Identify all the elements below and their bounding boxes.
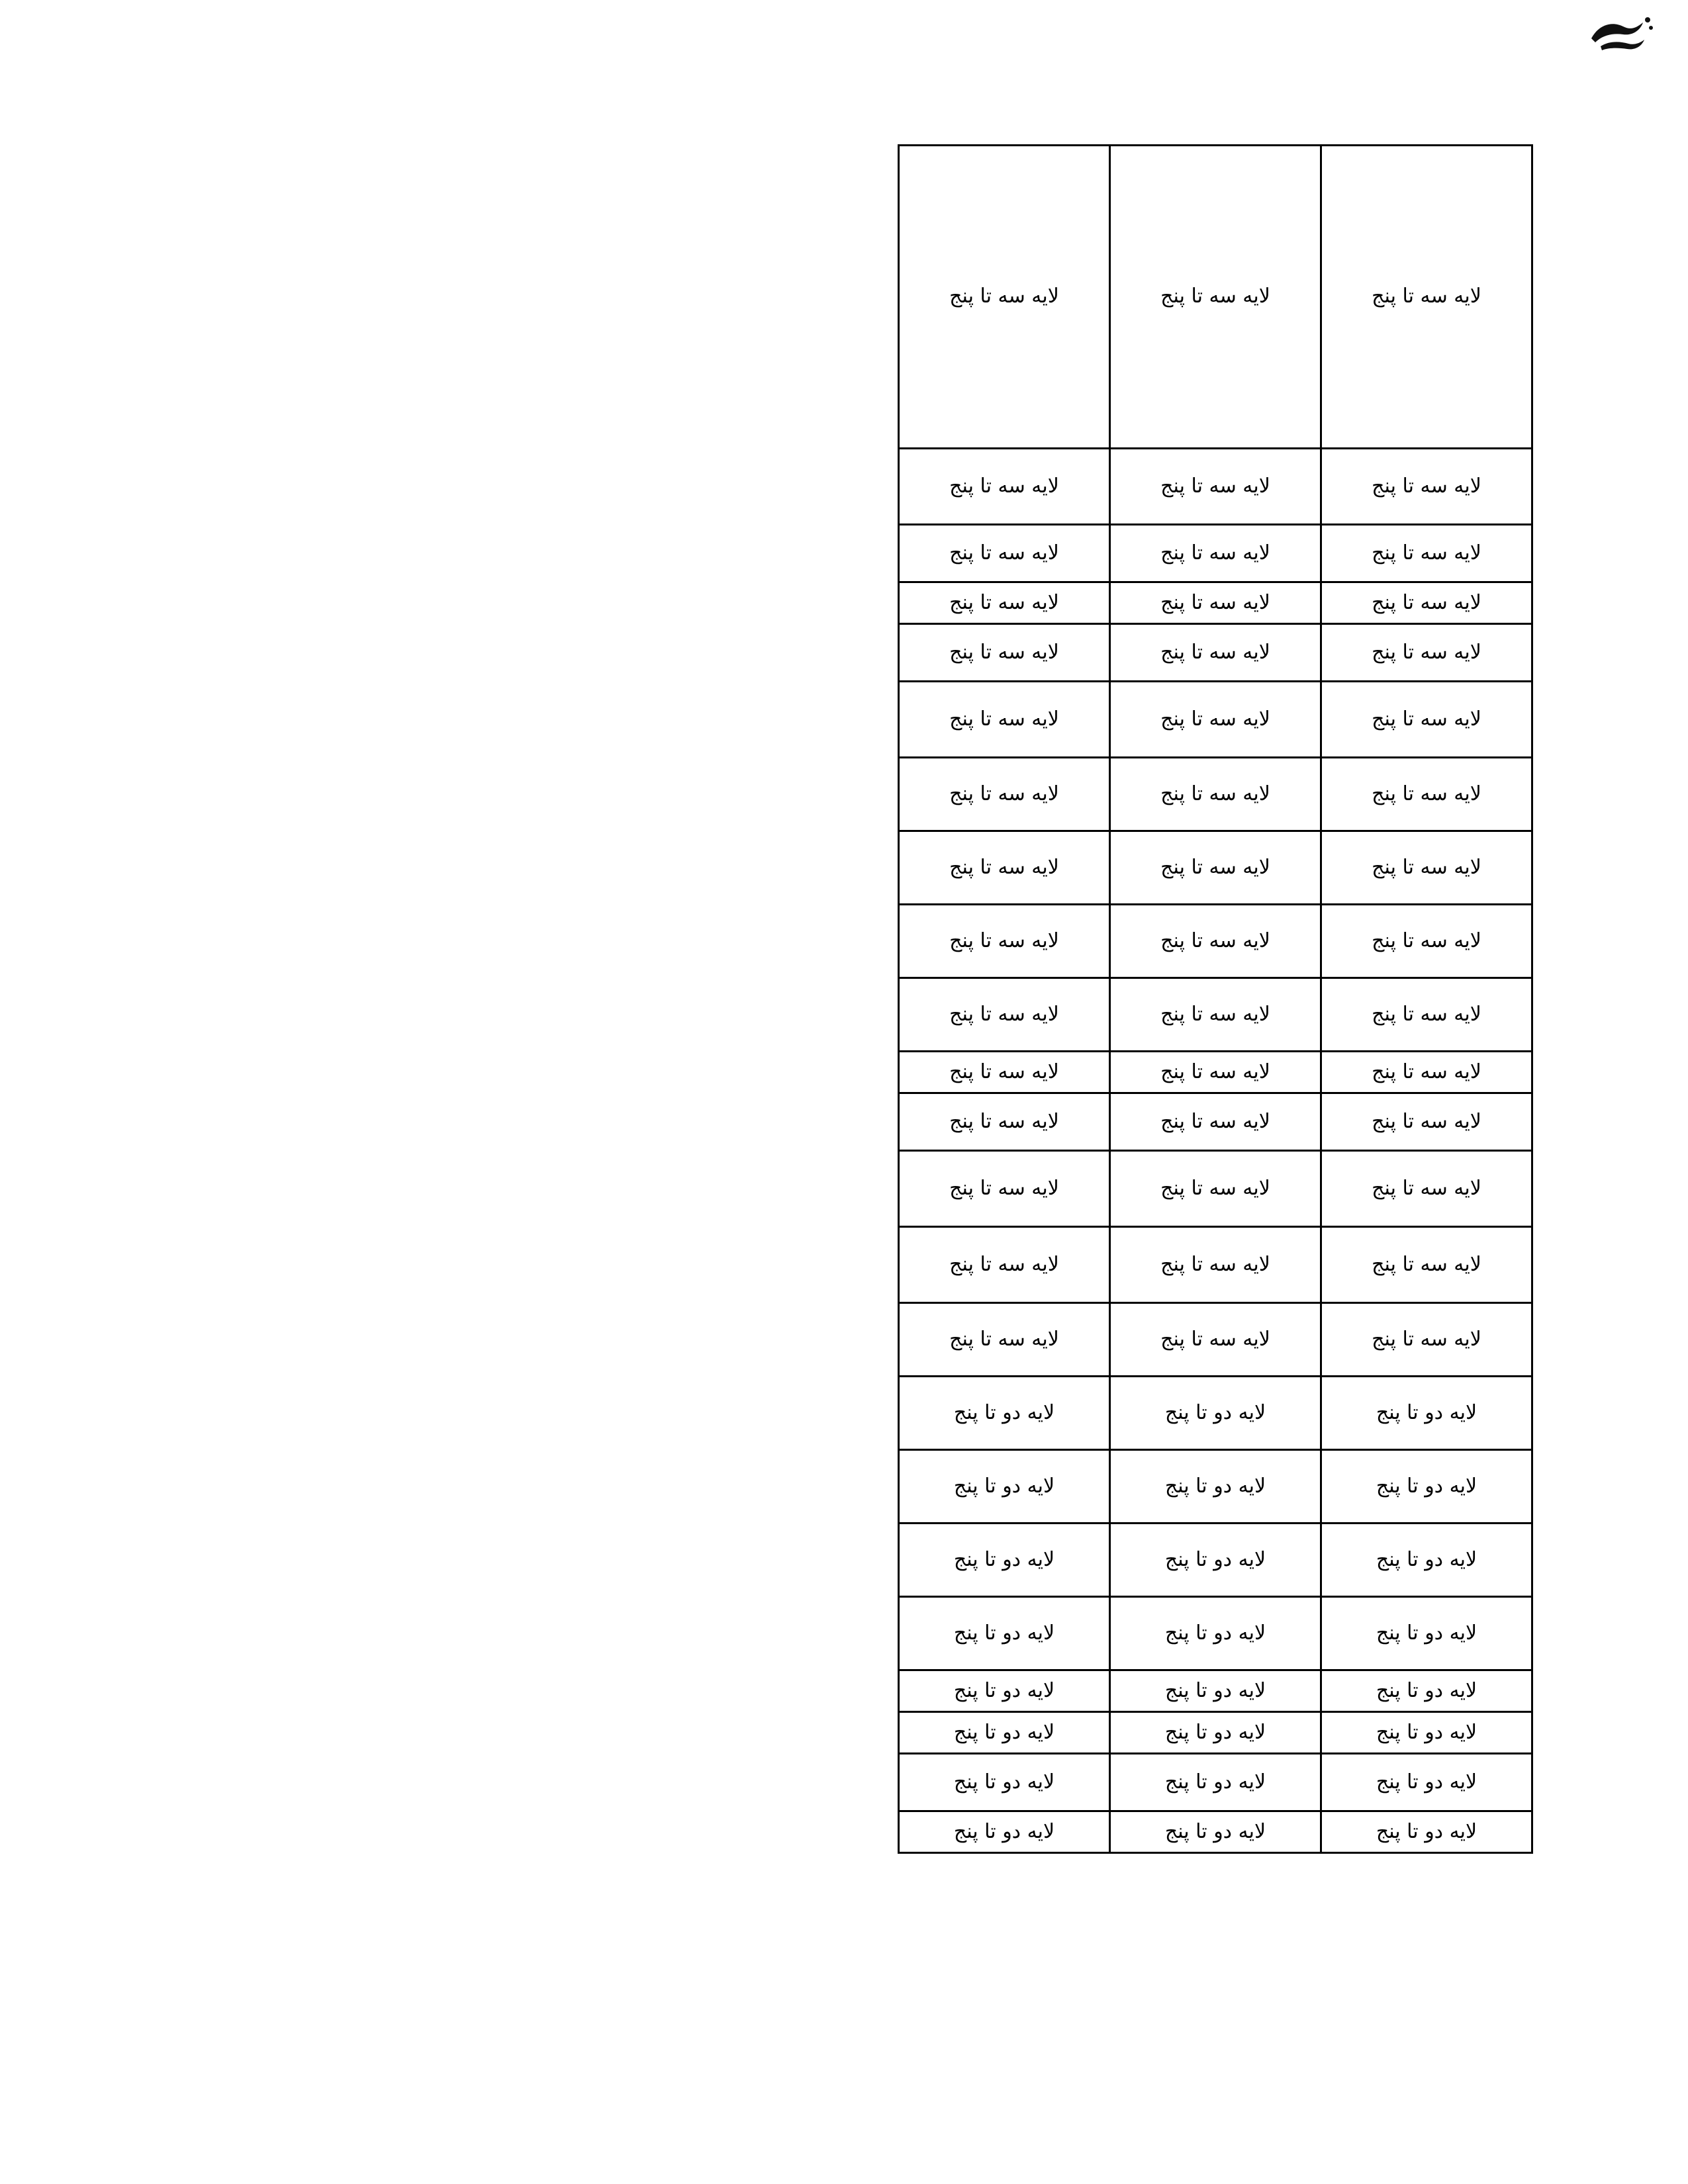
table-cell: لايه سه تا پنج: [899, 582, 1110, 624]
three-column-text-table: [898, 144, 1533, 1854]
table-row: [899, 1670, 1532, 1712]
table-row: [899, 1052, 1532, 1093]
table-row: [899, 1524, 1532, 1597]
company-logo-watermark: [1585, 12, 1664, 71]
table-cell: لايه دو تا پنج: [1321, 1811, 1532, 1853]
table-row: [899, 146, 1532, 449]
table-cell: لايه سه تا پنج: [1110, 758, 1321, 831]
table-cell: لايه سه تا پنج: [1321, 978, 1532, 1052]
table-cell: لايه دو تا پنج: [1321, 1524, 1532, 1597]
table-row: [899, 905, 1532, 978]
table-cell: لايه دو تا پنج: [899, 1754, 1110, 1811]
table-cell: لايه سه تا پنج: [1110, 905, 1321, 978]
table-cell: لايه سه تا پنج: [1321, 1303, 1532, 1377]
table-cell: لايه دو تا پنج: [899, 1811, 1110, 1853]
table-cell: لايه سه تا پنج: [1321, 758, 1532, 831]
table-cell: لايه سه تا پنج: [1110, 146, 1321, 449]
table-cell: لايه دو تا پنج: [1110, 1524, 1321, 1597]
table-cell: لايه سه تا پنج: [1321, 624, 1532, 682]
table-cell: لايه سه تا پنج: [1321, 1151, 1532, 1227]
table-cell: لايه سه تا پنج: [1110, 624, 1321, 682]
table-row: [899, 1754, 1532, 1811]
table-cell: لايه دو تا پنج: [1321, 1754, 1532, 1811]
table-cell: لايه دو تا پنج: [1321, 1597, 1532, 1670]
table-cell: لايه سه تا پنج: [899, 1227, 1110, 1303]
table-cell: لايه سه تا پنج: [1321, 525, 1532, 582]
table-cell: لايه دو تا پنج: [1110, 1597, 1321, 1670]
table-row: [899, 1303, 1532, 1377]
table-cell: لايه سه تا پنج: [1110, 449, 1321, 525]
table-cell: لايه دو تا پنج: [899, 1450, 1110, 1524]
table-cell: لايه سه تا پنج: [899, 449, 1110, 525]
table-cell: لايه سه تا پنج: [1110, 525, 1321, 582]
table-cell: لايه دو تا پنج: [1110, 1670, 1321, 1712]
table-cell: لايه سه تا پنج: [1110, 1227, 1321, 1303]
table-cell: لايه سه تا پنج: [1110, 978, 1321, 1052]
table-cell: لايه سه تا پنج: [899, 525, 1110, 582]
table-row: [899, 449, 1532, 525]
table-row: [899, 1151, 1532, 1227]
table-row: [899, 831, 1532, 905]
table-row: [899, 1811, 1532, 1853]
table-row: [899, 624, 1532, 682]
table-row: [899, 1712, 1532, 1754]
table-cell: لايه سه تا پنج: [1110, 831, 1321, 905]
table-cell: لايه سه تا پنج: [1110, 682, 1321, 758]
table-cell: لايه سه تا پنج: [1321, 1093, 1532, 1151]
table-cell: لايه دو تا پنج: [1321, 1712, 1532, 1754]
table-cell: لايه سه تا پنج: [1321, 582, 1532, 624]
table-cell: لايه سه تا پنج: [1110, 582, 1321, 624]
table-container: [937, 144, 1533, 1854]
table-cell: لايه دو تا پنج: [1321, 1377, 1532, 1450]
table-cell: لايه دو تا پنج: [1321, 1450, 1532, 1524]
table-cell: لايه دو تا پنج: [1110, 1754, 1321, 1811]
table-row: [899, 1377, 1532, 1450]
table-cell: لايه سه تا پنج: [899, 1303, 1110, 1377]
table-cell: لايه سه تا پنج: [899, 146, 1110, 449]
table-cell: لايه سه تا پنج: [1321, 682, 1532, 758]
table-cell: لايه سه تا پنج: [1321, 1227, 1532, 1303]
table-row: [899, 758, 1532, 831]
table-cell: لايه سه تا پنج: [1321, 905, 1532, 978]
table-cell: لايه دو تا پنج: [899, 1712, 1110, 1754]
table-cell: لايه سه تا پنج: [1110, 1303, 1321, 1377]
table-cell: لايه سه تا پنج: [899, 1052, 1110, 1093]
table-cell: لايه سه تا پنج: [1321, 1052, 1532, 1093]
table-cell: لايه سه تا پنج: [899, 831, 1110, 905]
table-cell: لايه سه تا پنج: [1110, 1151, 1321, 1227]
table-cell: لايه سه تا پنج: [1321, 831, 1532, 905]
table-cell: لايه سه تا پنج: [1321, 449, 1532, 525]
table-row: [899, 1227, 1532, 1303]
table-cell: لايه دو تا پنج: [899, 1377, 1110, 1450]
table-cell: لايه سه تا پنج: [1321, 146, 1532, 449]
table-cell: لايه دو تا پنج: [1110, 1811, 1321, 1853]
table-row: [899, 978, 1532, 1052]
table-row: [899, 525, 1532, 582]
table-row: [899, 1597, 1532, 1670]
table-cell: لايه سه تا پنج: [899, 1151, 1110, 1227]
table-cell: لايه سه تا پنج: [899, 978, 1110, 1052]
table-cell: لايه دو تا پنج: [1321, 1670, 1532, 1712]
table-cell: لايه دو تا پنج: [899, 1670, 1110, 1712]
table-row: [899, 1093, 1532, 1151]
table-row: [899, 682, 1532, 758]
table-cell: لايه دو تا پنج: [1110, 1377, 1321, 1450]
table-cell: لايه سه تا پنج: [899, 1093, 1110, 1151]
table-cell: لايه سه تا پنج: [1110, 1093, 1321, 1151]
table-cell: لايه دو تا پنج: [1110, 1450, 1321, 1524]
table-cell: لايه سه تا پنج: [899, 758, 1110, 831]
table-cell: لايه سه تا پنج: [899, 624, 1110, 682]
table-row: [899, 1450, 1532, 1524]
table-cell: لايه دو تا پنج: [899, 1597, 1110, 1670]
table-cell: لايه سه تا پنج: [899, 905, 1110, 978]
table-cell: لايه دو تا پنج: [1110, 1712, 1321, 1754]
table-row: [899, 582, 1532, 624]
table-cell: لايه سه تا پنج: [1110, 1052, 1321, 1093]
table-cell: لايه دو تا پنج: [899, 1524, 1110, 1597]
table-cell: لايه سه تا پنج: [899, 682, 1110, 758]
